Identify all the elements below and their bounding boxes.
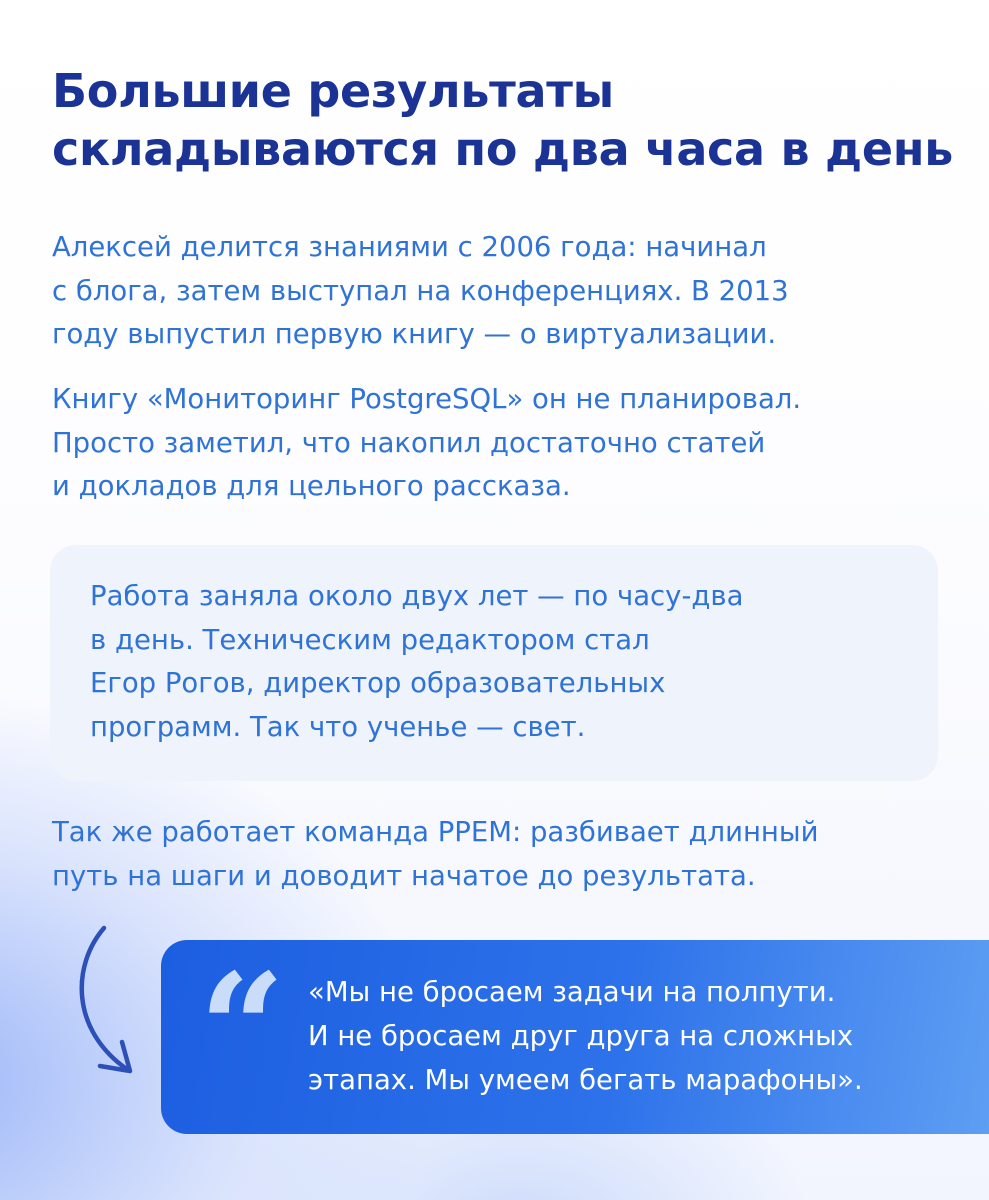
note-line: Егор Рогов, директор образовательных	[90, 667, 666, 699]
note-line: Работа заняла около двух лет — по часу-два	[90, 580, 744, 612]
team-line: Так же работает команда PPEM: разбивает длинный	[52, 816, 819, 848]
note-paragraph	[90, 575, 930, 749]
title-line: Большие результаты	[52, 64, 614, 118]
book-line: Просто заметил, что накопил достаточно статей	[52, 426, 766, 459]
note-line: в день. Техническим редактором стал	[90, 623, 650, 656]
book-line: Книгу «Мониторинг PostgreSQL» он не планировал.	[52, 383, 802, 415]
quote-line: «Мы не бросаем задачи на полпути.	[308, 976, 836, 1008]
quote-card	[161, 940, 989, 1134]
intro-line: с блога, затем выступал на конференциях. В 2013	[52, 274, 789, 307]
intro-line: Алексей делится знаниями с 2006 года: начинал	[52, 231, 767, 263]
note-line: программ. Так что ученье — свет.	[90, 710, 586, 743]
team-paragraph	[52, 811, 972, 898]
quote-line: И не бросаем друг друга на сложных	[308, 1020, 854, 1052]
title-line: складываются по два часа в день	[52, 122, 954, 176]
intro-line: году выпустил первую книгу — о виртуализации.	[52, 318, 777, 350]
highlight-box	[50, 545, 938, 781]
curved-down-arrow-icon	[70, 920, 150, 1090]
quote-text	[308, 970, 968, 1102]
page-title	[52, 62, 972, 178]
book-paragraph	[52, 378, 972, 509]
team-line: путь на шаги и доводит начатое до результата.	[52, 859, 756, 892]
book-line: и докладов для цельного рассказа.	[52, 470, 571, 502]
quote-icon: “	[199, 941, 286, 1117]
intro-paragraph	[52, 226, 972, 357]
quote-line: этапах. Мы умеем бегать марафоны».	[308, 1064, 863, 1096]
